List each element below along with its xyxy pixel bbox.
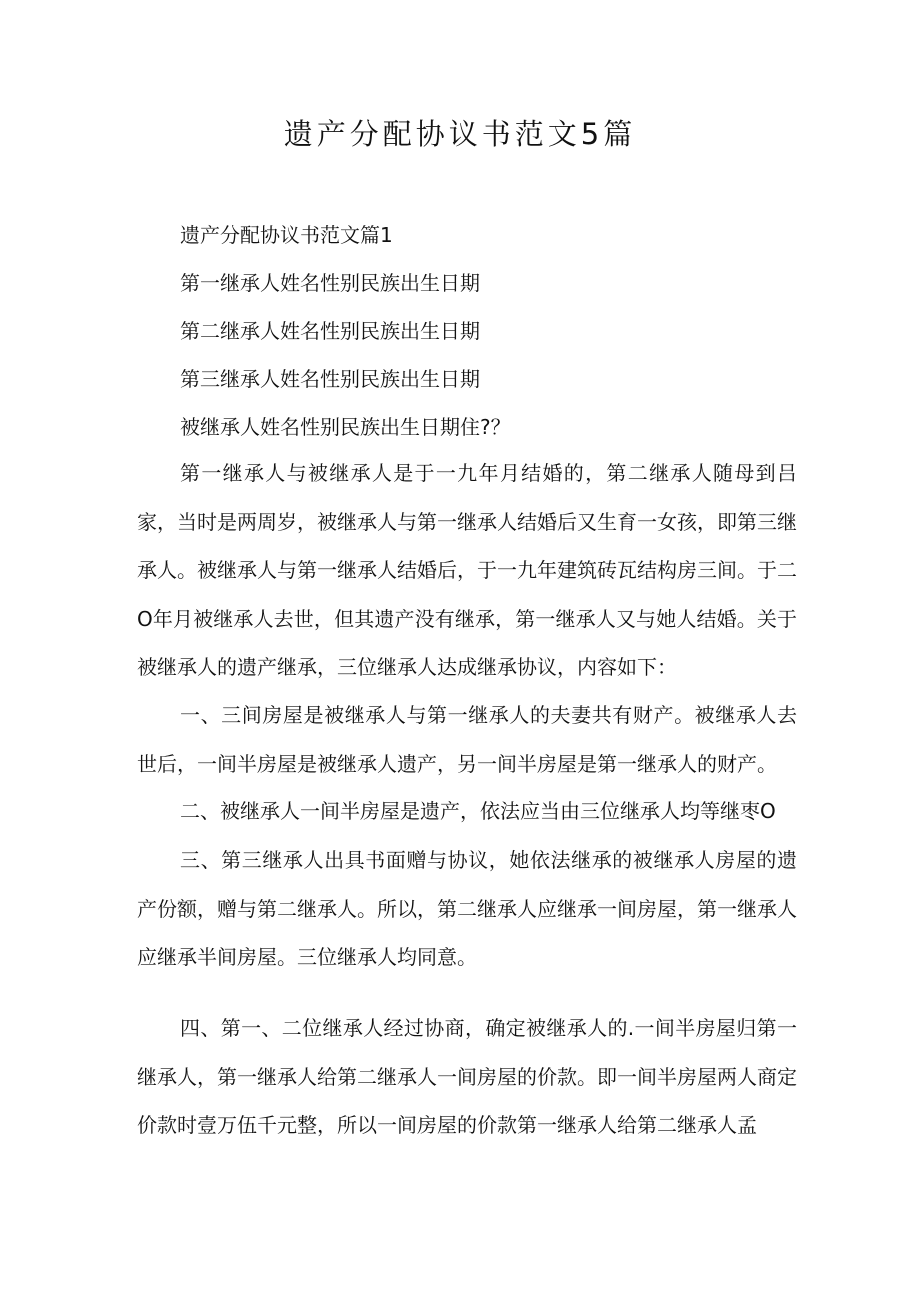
document-title: 遗产分配协议书范文5篇 bbox=[283, 117, 637, 151]
section-heading: 遗产分配协议书范文篇1 bbox=[180, 223, 393, 247]
paragraph-clause-3: 三、第三继承人出具书面赠与协议，她依法继承的被继承人房屋的遗产份额，赠与第二继承人。所以，第二继承人应继承一间房屋，第一继承人应继承半间房屋。三位继承人均同意。 bbox=[137, 848, 797, 969]
paragraph-background: 第一继承人与被继承人是于一九年月结婚的，第二继承人随母到吕家，当时是两周岁，被继承人与第一继承人结婚后又生育一女孩，即第三继承人。被继承人与第一继承人结婚后，于一九年建筑砖瓦结构房三间。于二O年月被继承人去世，但其遗产没有继承，第一继承人又与她人结婚。关于被继承人的遗产继承，三位继承人达成继承协议，内容如下： bbox=[137, 461, 797, 679]
heir-line-3: 第三继承人姓名性别民族出生日期 bbox=[180, 367, 480, 391]
paragraph-clause-4: 四、第一、二位继承人经过协商，确定被继承人的.一间半房屋归第一继承人，第一继承人给第二继承人一间房屋的价款。即一间半房屋两人商定价款时壹万伍千元整，所以一间房屋的价款第一继承人给第二继承人孟 bbox=[137, 1016, 797, 1137]
paragraph-clause-2: 二、被继承人一间半房屋是遗产，依法应当由三位继承人均等继枣O bbox=[180, 799, 776, 823]
heir-line-2: 第二继承人姓名性别民族出生日期 bbox=[180, 319, 480, 343]
heir-line-1: 第一继承人姓名性别民族出生日期 bbox=[180, 271, 480, 295]
paragraph-clause-1: 一、三间房屋是被继承人与第一继承人的夫妻共有财产。被继承人去世后，一间半房屋是被继承人遗产，另一间半房屋是第一继承人的财产。 bbox=[137, 703, 797, 776]
decedent-line: 被继承人姓名性别民族出生日期住?？ bbox=[180, 415, 511, 439]
